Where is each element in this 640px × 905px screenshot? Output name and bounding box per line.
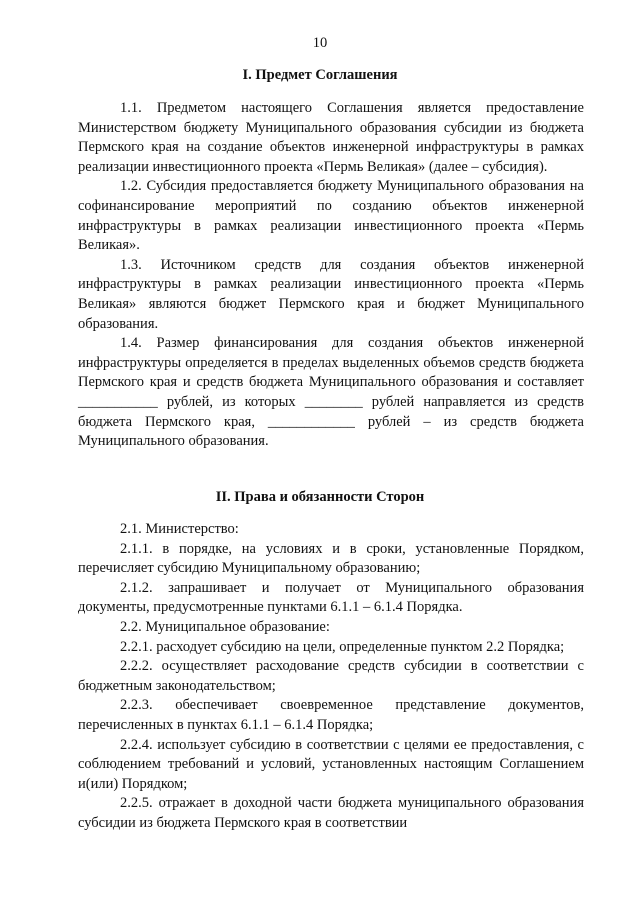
page-number: 10	[312, 35, 328, 51]
section-1-body	[78, 99, 584, 452]
paragraph-1-2: 1.2. Субсидия предоставляется бюджету Муниципального образования на софинансирование мероприятий по созданию объектов инженерной инфраструктуры в рамках реализации инвестиционного проекта «Пермь Великая».	[78, 178, 584, 254]
paragraph-2-2-5: 2.2.5. отражает в доходной части бюджета муниципального образования субсидии из бюджета Пермского края в соответствии	[78, 795, 584, 831]
paragraph-2-2-3: 2.2.3. обеспечивает своевременное представление документов, перечисленных в пунктах 6.1.1 – 6.1.4 Порядка;	[78, 697, 584, 733]
section-2-heading: II. Права и обязанности Сторон	[215, 489, 425, 505]
section-2-body	[78, 520, 584, 834]
paragraph-2-2-2: 2.2.2. осуществляет расходование средств субсидии в соответствии с бюджетным законодательством;	[78, 658, 584, 694]
paragraph-2-2-1: 2.2.1. расходует субсидию на цели, определенные пунктом 2.2 Порядка;	[120, 638, 565, 655]
paragraph-1-3: 1.3. Источником средств для создания объектов инженерной инфраструктуры в рамках реализации инвестиционного проекта «Пермь Великая» являются бюджет Пермского края и бюджет Муниципального образования.	[78, 256, 584, 332]
section-1-heading: I. Предмет Соглашения	[242, 67, 398, 83]
paragraph-2-1-2: 2.1.2. запрашивает и получает от Муниципального образования документы, предусмотренные пунктами 6.1.1 – 6.1.4 Порядка.	[78, 579, 584, 616]
paragraph-2-1-1: 2.1.1. в порядке, на условиях и в сроки, установленные Порядком, перечисляет субсидию Муниципальному образованию;	[78, 540, 584, 577]
paragraph-2-2-4: 2.2.4. использует субсидию в соответствии с целями ее предоставления, с соблюдением требований и условий, установленных настоящим Соглашением и(или) Порядком;	[78, 736, 584, 792]
paragraph-2-2: 2.2. Муниципальное образование:	[120, 618, 330, 635]
paragraph-1-4: 1.4. Размер финансирования для создания объектов инженерной инфраструктуры определяется в пределах выделенных объемов средств бюджета Пермского края и средств бюджета Муниципального образования и составляет ___________ рублей, из которых ________ рублей направляется из средств бюджета Пермского края, ____________ рублей – из средств бюджета Муниципального образования.	[78, 335, 584, 450]
paragraph-1-1: 1.1. Предметом настоящего Соглашения является предоставление Министерством бюджету Муниципального образования субсидии из бюджета Пермского края на создание объектов инженерной инфраструктуры в рамках реализации инвестиционного проекта «Пермь Великая» (далее – субсидия).	[78, 100, 584, 175]
paragraph-2-1: 2.1. Министерство:	[120, 521, 239, 537]
